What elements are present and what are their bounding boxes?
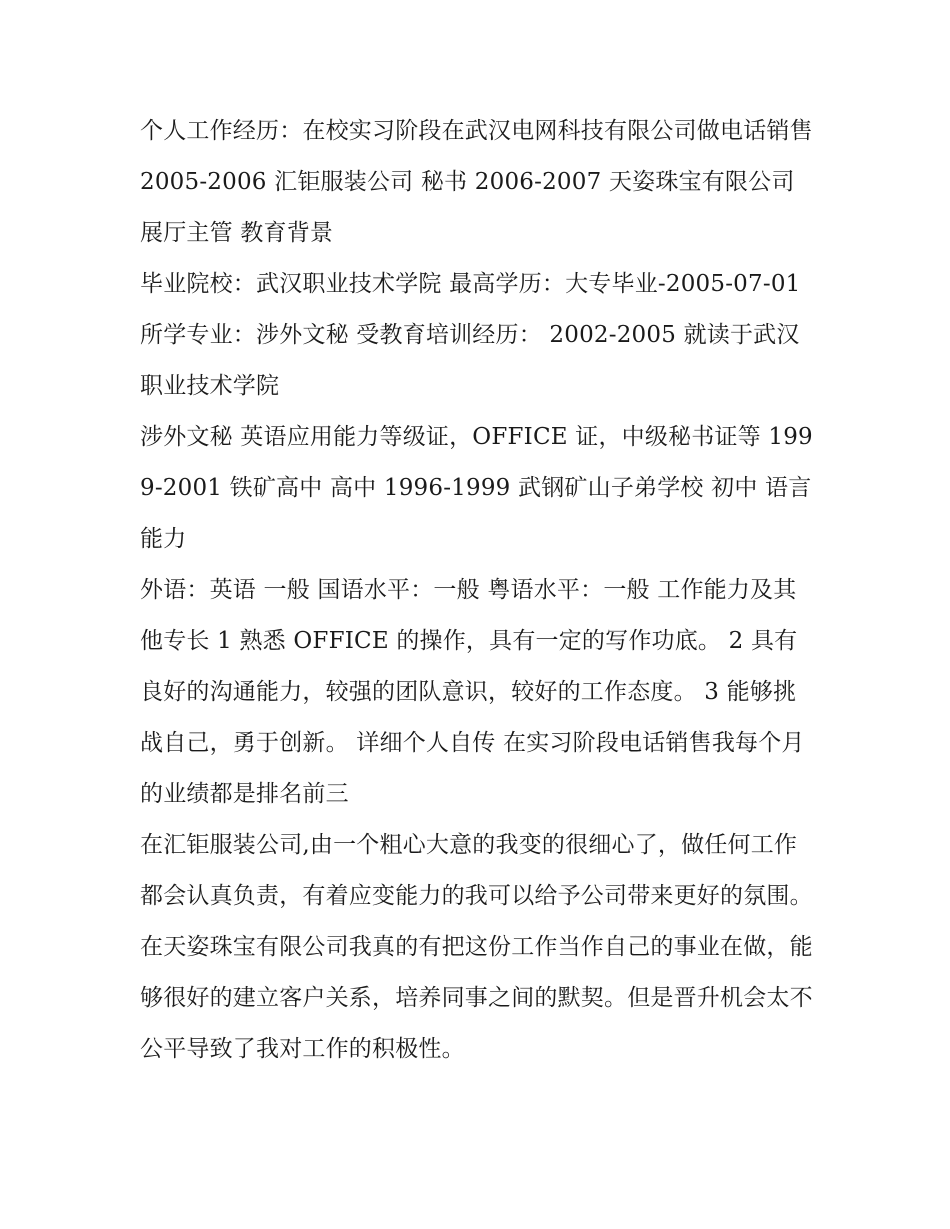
document-body xyxy=(140,106,815,1075)
paragraph-language-skills: 外语：英语 一般 国语水平：一般 粤语水平：一般 工作能力及其他专长 1 熟悉 OFFICE 的操作，具有一定的写作功底。 2 具有良好的沟通能力，较强的团队意识，较好的工作态度。 3 能够挑战自己，勇于创新。 详细个人自传 在实习阶段电话销售我每个月的业绩都是排名前三 xyxy=(140,577,805,807)
paragraph-jewelry-company: 在天姿珠宝有限公司我真的有把这份工作当作自己的事业在做，能够很好的建立客户关系，培养同事之间的默契。但是晋升机会太不公平导致了我对工作的积极性。 xyxy=(140,934,813,1062)
paragraph-work-experience: 个人工作经历：在校实习阶段在武汉电网科技有限公司做电话销售 2005-2006 汇钜服装公司 秘书 2006-2007 天姿珠宝有限公司 展厅主管 教育背景 xyxy=(140,118,813,246)
paragraph-clothing-company: 在汇钜服装公司,由一个粗心大意的我变的很细心了，做任何工作都会认真负责，有着应变能力的我可以给予公司带来更好的氛围。 xyxy=(140,832,813,909)
paragraph-certificates: 涉外文秘 英语应用能力等级证，OFFICE 证，中级秘书证等 1999-2001 铁矿高中 高中 1996-1999 武钢矿山子弟学校 初中 语言能力 xyxy=(140,424,813,552)
paragraph-education: 毕业院校：武汉职业技术学院 最高学历：大专毕业-2005-07-01 所学专业：涉外文秘 受教育培训经历： 2002-2005 就读于武汉职业技术学院 xyxy=(140,271,801,399)
